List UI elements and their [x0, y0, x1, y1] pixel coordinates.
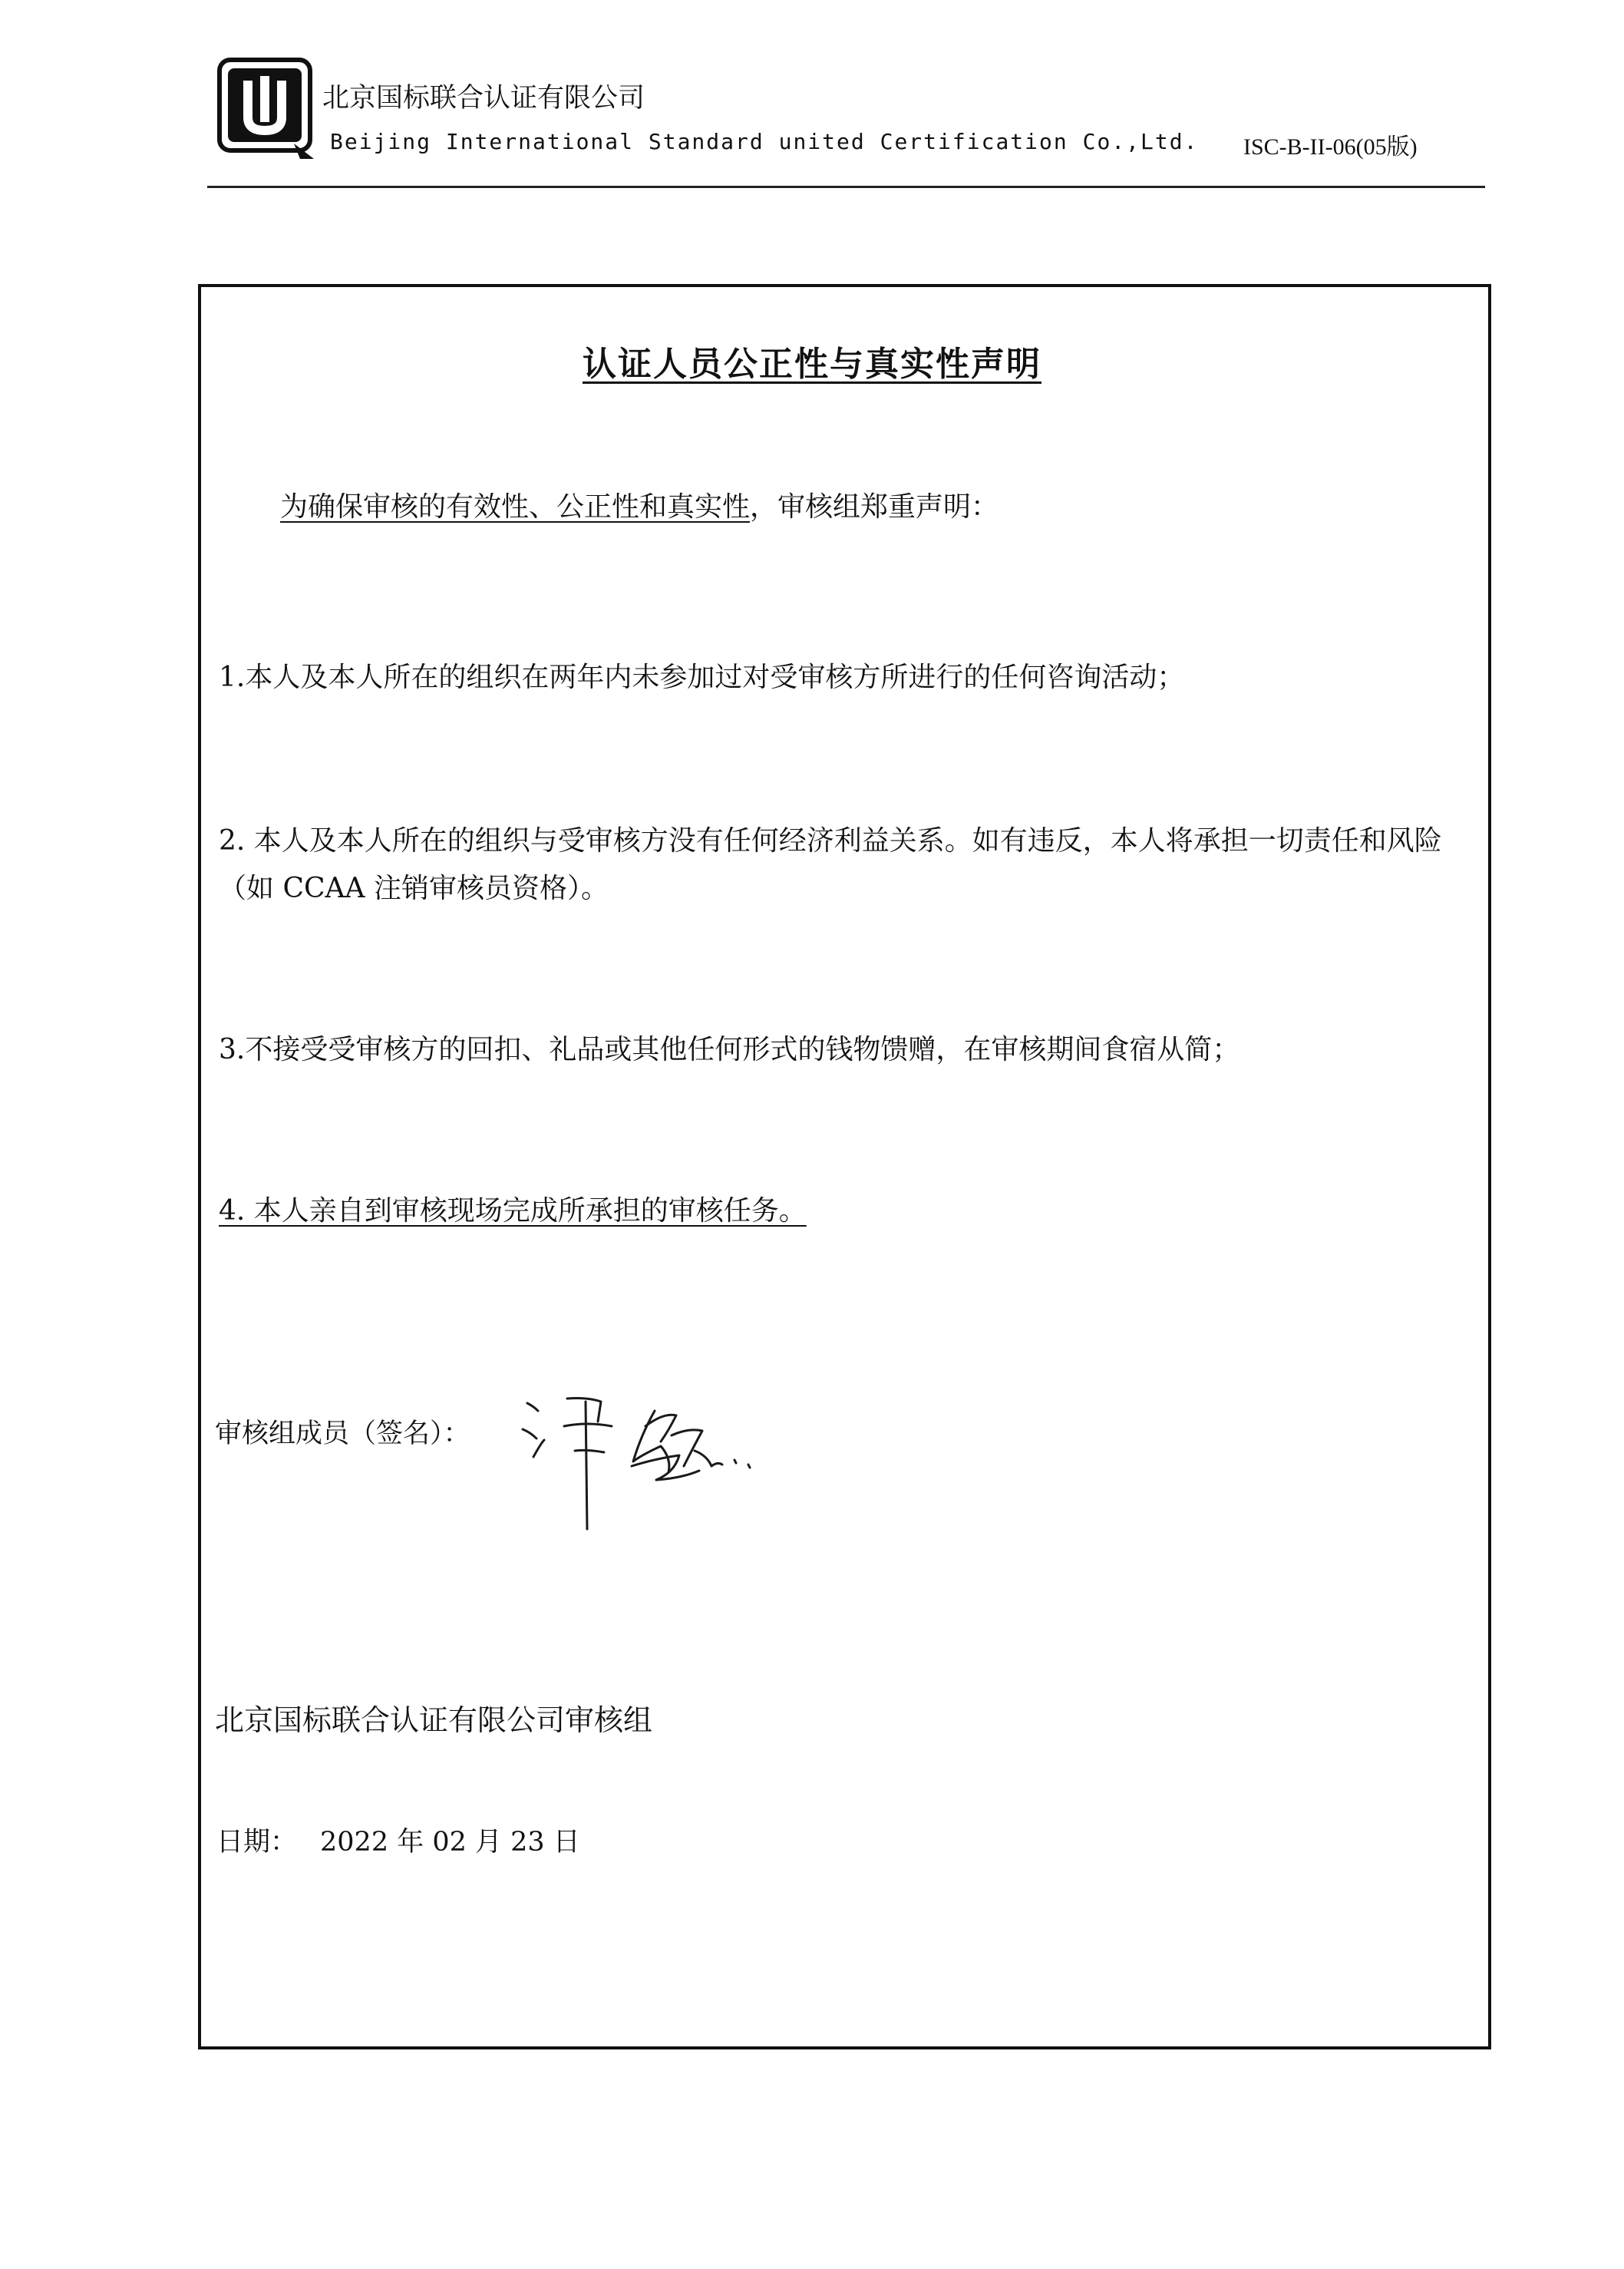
intro-paragraph	[280, 490, 998, 526]
organization-name: 北京国标联合认证有限公司审核组	[215, 1703, 653, 1737]
handwritten-signature	[510, 1382, 802, 1535]
declaration-item-4: 4. 本人亲自到审核现场完成所承担的审核任务。	[219, 1195, 807, 1227]
declaration-item-3: 3.不接受受审核方的回扣、礼品或其他任何形式的钱物馈赠，在审核期间食宿从简；	[219, 1034, 1240, 1065]
date-value: 2022 年 02 月 23 日	[320, 1827, 580, 1858]
date-line	[216, 1821, 580, 1859]
declaration-item-2: 2. 本人及本人所在的组织与受审核方没有任何经济利益关系。如有违反，本人将承担一切责任和风险（如 CCAA 注销审核员资格）。	[219, 825, 1442, 904]
company-name-en: Beijing International Standard united Certification Co.,Ltd.	[330, 129, 1199, 154]
intro-underlined: 为确保审核的有效性、公正性和真实性	[280, 491, 751, 523]
declaration-frame	[198, 284, 1491, 2049]
header-divider	[207, 186, 1485, 188]
intro-rest: ，审核组郑重声明：	[750, 491, 999, 523]
signature-label: 审核组成员（签名）：	[215, 1419, 470, 1449]
company-name-cn: 北京国标联合认证有限公司	[322, 83, 645, 114]
document-title: 认证人员公正性与真实性声明	[583, 345, 1041, 384]
company-logo-icon	[217, 58, 317, 161]
date-label: 日期：	[216, 1827, 298, 1858]
declaration-item-1: 1.本人及本人所在的组织在两年内未参加过对受审核方所进行的任何咨询活动；	[219, 662, 1185, 693]
document-code: ISC-B-II-06(05版)	[1243, 134, 1418, 160]
